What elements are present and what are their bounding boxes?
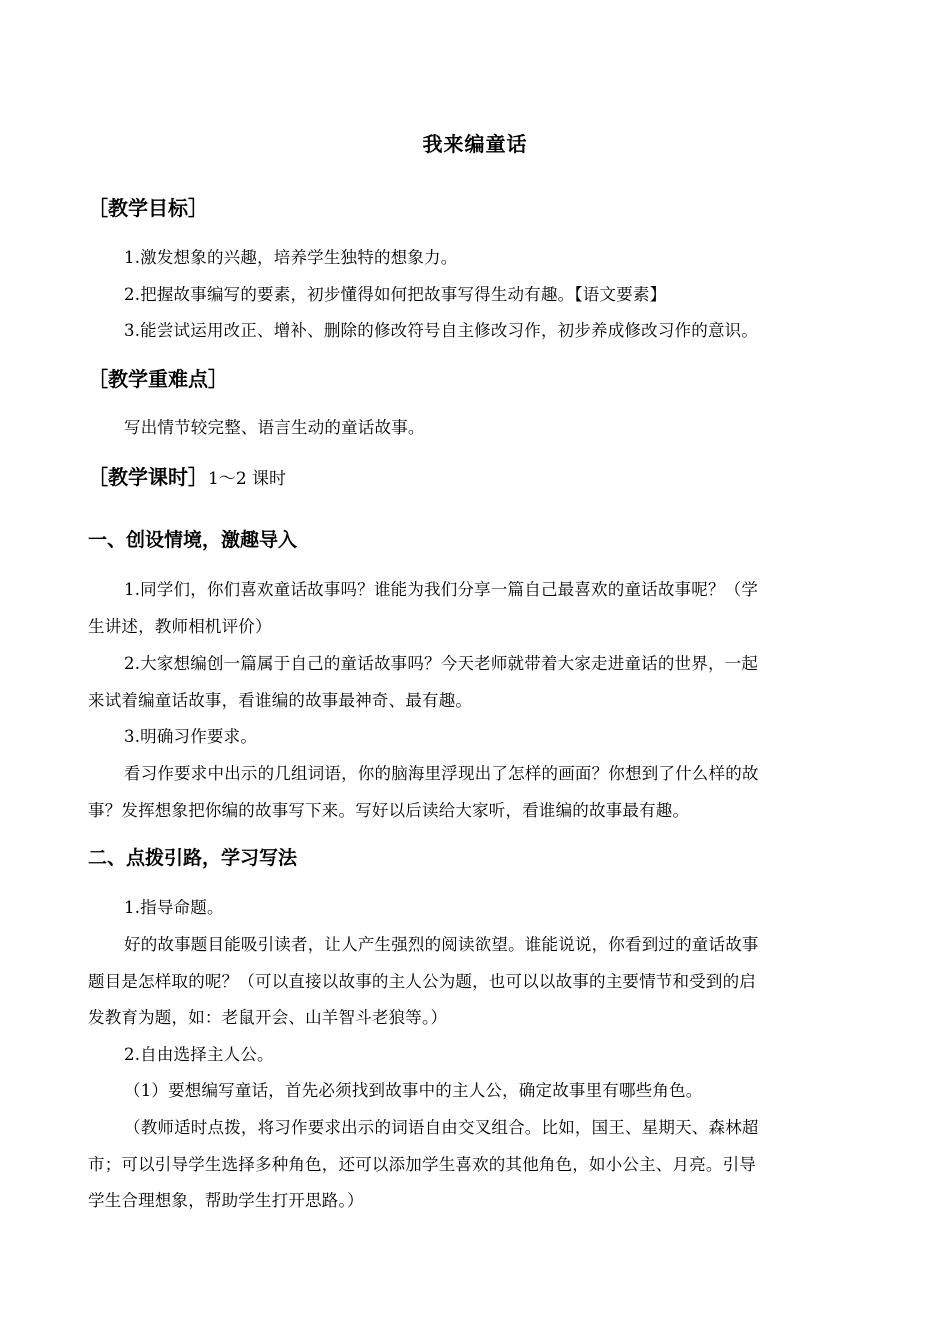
objective-item-2: 2.把握故事编写的要素，初步懂得如何把故事写得生动有趣。【语文要素】 (124, 285, 667, 304)
section-2-paragraph: 市；可以引导学生选择多种角色，还可以添加学生喜欢的其他角色，如小公主、月亮。引导 (88, 1155, 756, 1174)
section-2-paragraph: （教师适时点拨，将习作要求出示的词语自由交叉组合。比如，国王、星期天、森林超 (124, 1118, 759, 1137)
section-2-heading: 二、点拨引路，学习写法 (88, 847, 298, 869)
section-1-paragraph: 2.大家想编创一篇属于自己的童话故事吗？今天老师就带着大家走进童话的世界，一起 (124, 654, 759, 673)
section-2-paragraph: 1.指导命题。 (124, 898, 224, 917)
hours-line (88, 461, 286, 490)
difficulty-heading: ［教学重难点］ (88, 367, 228, 391)
objectives-heading: ［教学目标］ (88, 196, 208, 220)
page-title: 我来编童话 (422, 132, 528, 156)
section-2-paragraph: 题目是怎样取的呢？（可以直接以故事的主人公为题，也可以以故事的主要情节和受到的启 (88, 972, 756, 991)
section-1-heading: 一、创设情境，激趣导入 (88, 529, 298, 551)
section-1-paragraph: 来试着编童话故事，看谁编的故事最神奇、最有趣。 (88, 691, 473, 710)
section-2-paragraph: 学生合理想象，帮助学生打开思路。） (88, 1191, 364, 1210)
objective-item-1: 1.激发想象的兴趣，培养学生独特的想象力。 (124, 248, 458, 267)
section-2-paragraph: 发教育为题，如：老鼠开会、山羊智斗老狼等。） (88, 1008, 448, 1027)
section-1-paragraph: 看习作要求中出示的几组词语，你的脑海里浮现出了怎样的画面？你想到了什么样的故 (124, 764, 759, 783)
hours-heading: ［教学课时］ (88, 465, 208, 489)
section-1-paragraph: 3.明确习作要求。 (124, 727, 258, 746)
objective-item-3: 3.能尝试运用改正、增补、删除的修改符号自主修改习作，初步养成修改习作的意识。 (124, 321, 759, 340)
section-2-paragraph: （1）要想编写童话，首先必须找到故事中的主人公，确定故事里有哪些角色。 (124, 1081, 703, 1100)
section-2-paragraph: 好的故事题目能吸引读者，让人产生强烈的阅读欲望。谁能说说，你看到过的童话故事 (124, 935, 759, 954)
section-1-paragraph: 生讲述，教师相机评价） (88, 617, 272, 636)
section-1-paragraph: 事？发挥想象把你编的故事写下来。写好以后读给大家听，看谁编的故事最有趣。 (88, 801, 690, 820)
section-2-paragraph: 2.自由选择主人公。 (124, 1045, 274, 1064)
difficulty-text: 写出情节较完整、语言生动的童话故事。 (124, 418, 425, 437)
section-1-paragraph: 1.同学们，你们喜欢童话故事吗？谁能为我们分享一篇自己最喜欢的童话故事呢？（学 (124, 580, 759, 599)
hours-value: 1～2 课时 (208, 469, 287, 489)
